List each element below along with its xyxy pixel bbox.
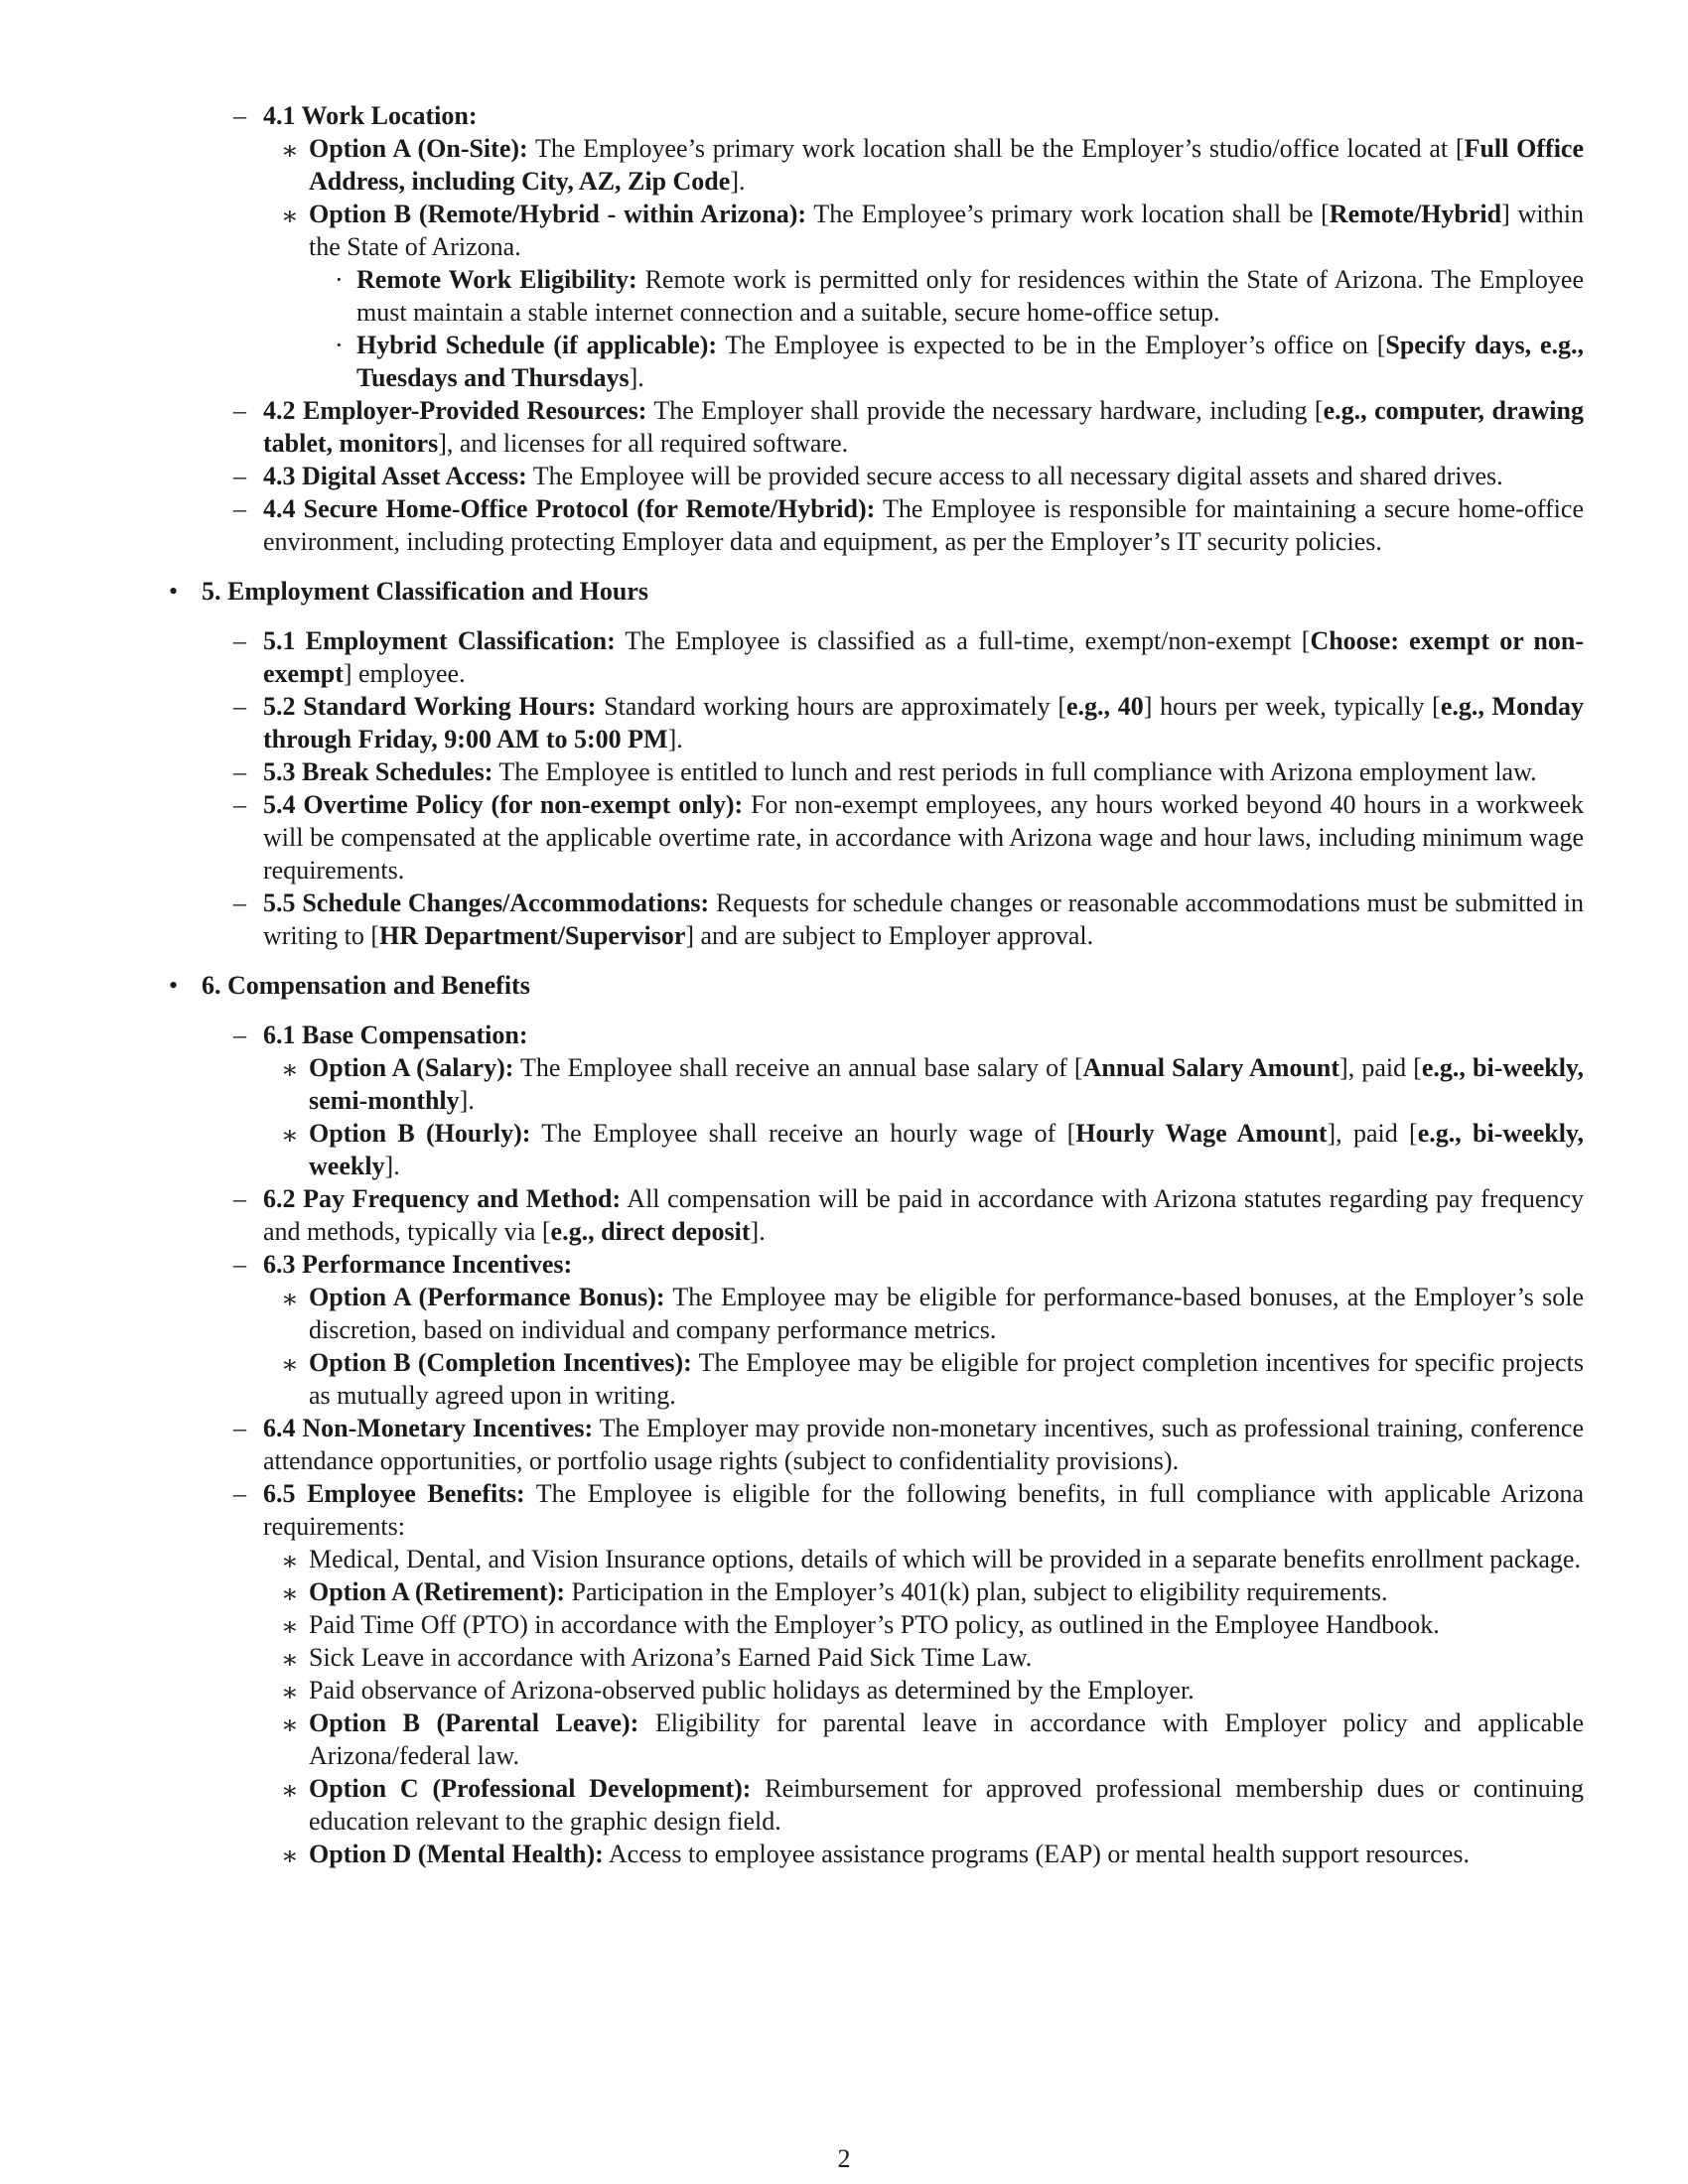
benefit-label: Option B (Parental Leave): xyxy=(309,1708,639,1737)
option-text-mid: ], paid [ xyxy=(1327,1119,1418,1148)
benefit-text: Participation in the Employer’s 401(k) plan, subject to eligibility requirements. xyxy=(565,1577,1388,1606)
dash-marker: – xyxy=(233,494,246,523)
clause-4-3 xyxy=(233,460,1584,492)
option-b-remote-hybrid xyxy=(279,198,1584,263)
bullet-marker: • xyxy=(169,577,179,606)
clause-label: 5.5 Schedule Changes/Accommodations: xyxy=(263,888,710,917)
star-marker: ∗ xyxy=(281,1579,299,1608)
clause-6-3 xyxy=(233,1248,1584,1281)
benefit-text: Medical, Dental, and Vision Insurance options, details of which will be provided in a separate benefits enrollment package. xyxy=(309,1545,1581,1573)
clause-text-end: ] and are subject to Employer approval. xyxy=(685,921,1094,950)
sub-text: Remote work is permitted only for residences within the State of Arizona. The Employee must maintain a stable internet connection and a suitable, secure home-office setup. xyxy=(356,265,1584,327)
clause-text-mid: ] hours per week, typically [ xyxy=(1143,692,1441,721)
placeholder-schedule: e.g., Monday through Friday, 9:00 AM to 5:00 PM xyxy=(263,692,1585,753)
benefit-mental-health xyxy=(279,1838,1584,1870)
option-a-salary xyxy=(279,1051,1584,1117)
placeholder-hardware: e.g., computer, drawing tablet, monitors xyxy=(263,396,1584,458)
option-text-end: ] within the State of Arizona. xyxy=(309,200,1584,261)
clause-label: 4.2 Employer-Provided Resources: xyxy=(263,396,647,425)
benefit-text: Sick Leave in accordance with Arizona’s Earned Paid Sick Time Law. xyxy=(309,1643,1033,1672)
dash-marker: – xyxy=(233,1414,246,1442)
clause-text-end: ] employee. xyxy=(343,659,466,688)
placeholder-pay-period: e.g., bi-weekly, weekly xyxy=(309,1119,1584,1180)
dash-marker: – xyxy=(233,1021,246,1049)
star-marker: ∗ xyxy=(281,202,299,230)
option-text: The Employee shall receive an annual base salary of [ xyxy=(513,1053,1083,1082)
benefit-medical xyxy=(279,1543,1584,1575)
placeholder-salary: Annual Salary Amount xyxy=(1082,1053,1340,1082)
dash-marker: – xyxy=(233,101,246,130)
document-body xyxy=(134,99,1584,1870)
option-text: The Employee may be eligible for performance-based bonuses, at the Employer’s sole discretion, based on individual and company performance metrics. xyxy=(309,1283,1584,1344)
dash-marker: – xyxy=(233,626,246,655)
clause-text: The Employee will be provided secure access to all necessary digital assets and shared drives. xyxy=(526,462,1503,490)
placeholder-payment-method: e.g., direct deposit xyxy=(550,1217,751,1246)
star-marker: ∗ xyxy=(281,1678,299,1706)
placeholder-hours: e.g., 40 xyxy=(1065,692,1144,721)
option-text: The Employee’s primary work location shall be [ xyxy=(806,200,1330,228)
benefit-professional-development xyxy=(279,1772,1584,1838)
clause-label: 4.4 Secure Home-Office Protocol (for Remote/Hybrid): xyxy=(263,494,876,523)
clause-title: 6.3 Performance Incentives: xyxy=(263,1250,573,1279)
clause-6-4 xyxy=(233,1412,1584,1477)
option-b-hourly xyxy=(279,1117,1584,1182)
placeholder-office-days: Specify days, e.g., Tuesdays and Thursdays xyxy=(356,331,1585,392)
clause-5-5 xyxy=(233,887,1584,952)
dash-marker: – xyxy=(233,790,246,819)
placeholder-pay-period: e.g., bi-weekly, semi-monthly xyxy=(309,1053,1584,1115)
clause-text: The Employer shall provide the necessary hardware, including [ xyxy=(646,396,1324,425)
clause-label: 5.2 Standard Working Hours: xyxy=(263,692,597,721)
clause-label: 6.4 Non-Monetary Incentives: xyxy=(263,1414,594,1442)
option-text-end: ]. xyxy=(730,167,746,196)
clause-text-end: ]. xyxy=(750,1217,766,1246)
remote-work-eligibility xyxy=(327,263,1584,329)
placeholder-office-address: Full Office Address, including City, AZ, Zip Code xyxy=(309,134,1584,196)
clause-5-3 xyxy=(233,755,1584,788)
placeholder-remote-hybrid: Remote/Hybrid xyxy=(1329,200,1502,228)
star-marker: ∗ xyxy=(281,1055,299,1084)
benefit-holidays xyxy=(279,1674,1584,1706)
clause-label: 6.2 Pay Frequency and Method: xyxy=(263,1184,622,1213)
clause-title: 6.1 Base Compensation: xyxy=(263,1021,528,1049)
dot-marker: · xyxy=(335,331,344,359)
benefit-text: Paid Time Off (PTO) in accordance with the Employer’s PTO policy, as outlined in the Employee Handbook. xyxy=(309,1610,1440,1639)
dash-marker: – xyxy=(233,1184,246,1213)
star-marker: ∗ xyxy=(281,136,299,165)
star-marker: ∗ xyxy=(281,1547,299,1575)
dash-marker: – xyxy=(233,1479,246,1508)
clause-label: 4.3 Digital Asset Access: xyxy=(263,462,527,490)
clause-label: 5.4 Overtime Policy (for non-exempt only): xyxy=(263,790,744,819)
clause-text-end: ]. xyxy=(667,725,683,753)
section-6-heading xyxy=(169,969,1584,1002)
benefit-text: Paid observance of Arizona-observed public holidays as determined by the Employer. xyxy=(309,1676,1195,1705)
dot-marker: · xyxy=(335,265,344,294)
option-label: Option A (Salary): xyxy=(309,1053,514,1082)
star-marker: ∗ xyxy=(281,1710,299,1739)
placeholder-exempt-choice: Choose: exempt or non-exempt xyxy=(263,626,1585,688)
benefit-text: Access to employee assistance programs (EAP) or mental health support resources. xyxy=(603,1840,1471,1868)
dash-marker: – xyxy=(233,757,246,786)
option-a-onsite xyxy=(279,132,1584,198)
clause-5-1 xyxy=(233,624,1584,690)
clause-text: Standard working hours are approximately [ xyxy=(596,692,1066,721)
benefit-text: Eligibility for parental leave in accordance with Employer policy and applicable Arizona/federal law. xyxy=(309,1708,1584,1770)
clause-text: The Employer may provide non-monetary incentives, such as professional training, conference attendance opportunities, or portfolio usage rights (subject to confidentiality provisions). xyxy=(263,1414,1585,1475)
bullet-marker: • xyxy=(169,971,179,1000)
clause-text: The Employee is eligible for the following benefits, in full compliance with applicable Arizona requirements: xyxy=(263,1479,1585,1541)
benefit-label: Option C (Professional Development): xyxy=(309,1774,752,1803)
clause-4-4 xyxy=(233,492,1584,558)
option-label: Option A (Performance Bonus): xyxy=(309,1283,665,1311)
option-text: The Employee shall receive an hourly wage of [ xyxy=(530,1119,1076,1148)
option-text-end: ]. xyxy=(459,1086,475,1115)
clause-4-2 xyxy=(233,394,1584,460)
sub-label: Hybrid Schedule (if applicable): xyxy=(356,331,718,359)
star-marker: ∗ xyxy=(281,1612,299,1641)
clause-label: 5.3 Break Schedules: xyxy=(263,757,493,786)
clause-5-4 xyxy=(233,788,1584,887)
dash-marker: – xyxy=(233,888,246,917)
clause-6-1 xyxy=(233,1019,1584,1051)
clause-label: 5.1 Employment Classification: xyxy=(263,626,616,655)
benefit-retirement xyxy=(279,1575,1584,1608)
dash-marker: – xyxy=(233,462,246,490)
option-label: Option B (Remote/Hybrid - within Arizona): xyxy=(309,200,807,228)
placeholder-hourly-wage: Hourly Wage Amount xyxy=(1075,1119,1328,1148)
star-marker: ∗ xyxy=(281,1350,299,1379)
option-text-mid: ], paid [ xyxy=(1339,1053,1422,1082)
clause-title: 4.1 Work Location: xyxy=(263,101,478,130)
option-text: The Employee may be eligible for project completion incentives for specific projects as mutually agreed upon in writing. xyxy=(309,1348,1585,1410)
section-5-heading xyxy=(169,575,1584,608)
clause-text: The Employee is responsible for maintaining a secure home-office environment, including protecting Employer data and equipment, as per the Employer’s IT security policies. xyxy=(263,494,1584,556)
option-text: The Employee’s primary work location shall be the Employer’s studio/office located at [ xyxy=(527,134,1465,163)
clause-label: 6.5 Employee Benefits: xyxy=(263,1479,525,1508)
star-marker: ∗ xyxy=(281,1776,299,1805)
option-label: Option A (On-Site): xyxy=(309,134,528,163)
star-marker: ∗ xyxy=(281,1285,299,1313)
benefit-text: Reimbursement for approved professional membership dues or continuing education relevant to the graphic design field. xyxy=(309,1774,1584,1836)
option-b-completion-incentives xyxy=(279,1346,1584,1412)
dash-marker: – xyxy=(233,396,246,425)
clause-text: For non-exempt employees, any hours worked beyond 40 hours in a workweek will be compensated at the applicable overtime rate, in accordance with Arizona wage and hour laws, including minimum wage requirements. xyxy=(263,790,1584,885)
option-label: Option B (Hourly): xyxy=(309,1119,531,1148)
hybrid-schedule xyxy=(327,329,1584,394)
clause-text: All compensation will be paid in accordance with Arizona statutes regarding pay frequency and methods, typically via [ xyxy=(263,1184,1585,1246)
benefit-label: Option D (Mental Health): xyxy=(309,1840,604,1868)
star-marker: ∗ xyxy=(281,1645,299,1674)
benefit-label: Option A (Retirement): xyxy=(309,1577,566,1606)
section-heading: 6. Compensation and Benefits xyxy=(202,971,530,1000)
sub-label: Remote Work Eligibility: xyxy=(356,265,637,294)
dash-marker: – xyxy=(233,1250,246,1279)
placeholder-hr-contact: HR Department/Supervisor xyxy=(379,921,686,950)
section-heading: 5. Employment Classification and Hours xyxy=(202,577,648,606)
clause-4-1 xyxy=(233,99,1584,132)
clause-6-2 xyxy=(233,1182,1584,1248)
sub-text-end: ]. xyxy=(629,363,644,392)
clause-5-2 xyxy=(233,690,1584,755)
clause-text: The Employee is classified as a full-time, exempt/non-exempt [ xyxy=(615,626,1311,655)
sub-text: The Employee is expected to be in the Employer’s office on [ xyxy=(717,331,1386,359)
star-marker: ∗ xyxy=(281,1121,299,1150)
dash-marker: – xyxy=(233,692,246,721)
benefit-sick-leave xyxy=(279,1641,1584,1674)
option-a-performance-bonus xyxy=(279,1281,1584,1346)
option-label: Option B (Completion Incentives): xyxy=(309,1348,692,1377)
page-number: 2 xyxy=(837,2144,851,2173)
star-marker: ∗ xyxy=(281,1842,299,1870)
clause-text: Requests for schedule changes or reasonable accommodations must be submitted in writing to [ xyxy=(263,888,1584,950)
clause-6-5 xyxy=(233,1477,1584,1543)
clause-text-end: ], and licenses for all required software. xyxy=(438,429,849,458)
benefit-pto xyxy=(279,1608,1584,1641)
option-text-end: ]. xyxy=(384,1152,400,1180)
benefit-parental-leave xyxy=(279,1706,1584,1772)
clause-text: The Employee is entitled to lunch and rest periods in full compliance with Arizona employment law. xyxy=(492,757,1537,786)
